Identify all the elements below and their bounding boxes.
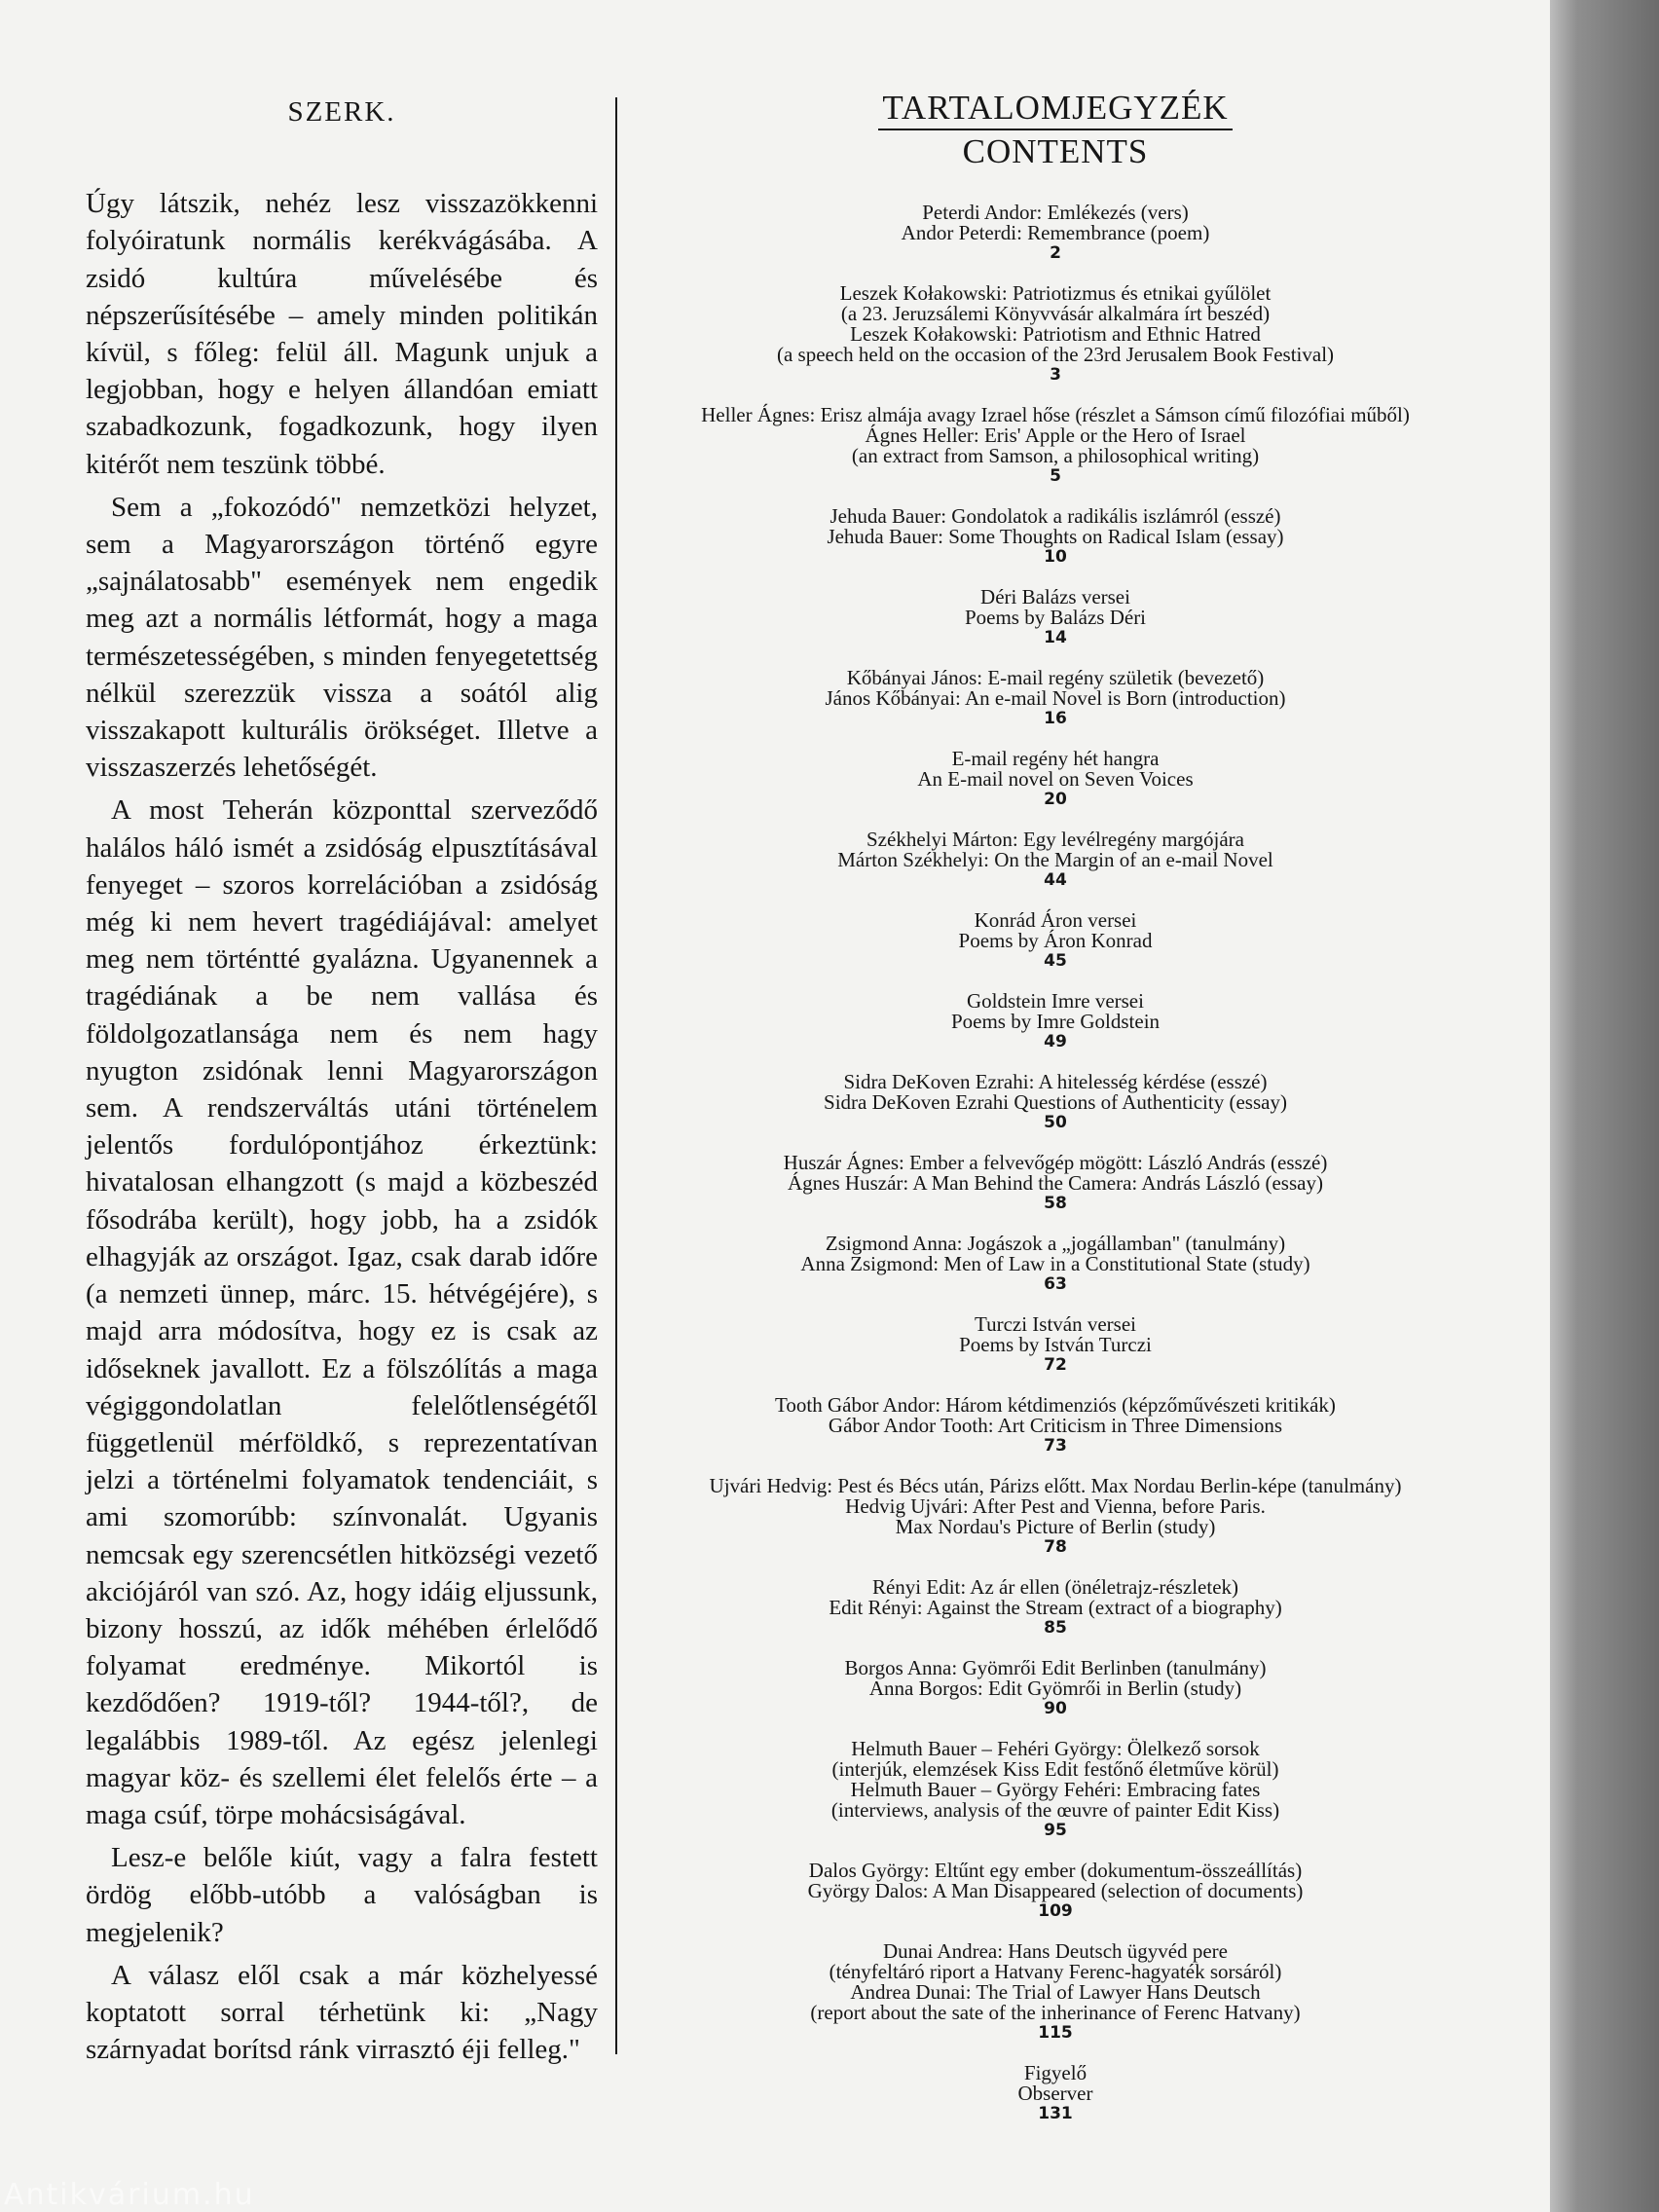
toc-entry-line: Poems by István Turczi <box>959 1333 1152 1356</box>
toc-entry <box>627 2063 1484 2123</box>
toc-entry-line: Jehuda Bauer: Some Thoughts on Radical Islam (essay) <box>827 525 1284 548</box>
toc-entry-line: (a 23. Jeruzsálemi Könyvvásár alkalmára írt beszéd) <box>840 302 1271 325</box>
toc-page-number: 115 <box>1038 2023 1073 2043</box>
toc-entry <box>627 1476 1484 1557</box>
toc-entry-line: Turczi István versei <box>974 1312 1137 1336</box>
toc-page-number: 5 <box>1050 466 1061 486</box>
toc-entry-line: Anna Borgos: Edit Gyömrői in Berlin (study) <box>868 1677 1242 1700</box>
toc-entry-line: Heller Ágnes: Erisz almája avagy Izrael hőse (részlet a Sámson című filozófiai műből) <box>701 403 1410 426</box>
toc-entry-line: Kőbányai János: E-mail regény születik (bevezető) <box>846 666 1265 689</box>
toc-entry-line: Borgos Anna: Gyömrői Edit Berlinben (tanulmány) <box>844 1656 1267 1679</box>
toc-entry <box>627 405 1484 486</box>
toc-entry <box>627 506 1484 567</box>
toc-page-number: 45 <box>1044 951 1067 971</box>
toc-entry-line: (interjúk, elemzések Kiss Edit festőnő életműve körül) <box>831 1757 1279 1781</box>
toc-entry-line: Sidra DeKoven Ezrahi Questions of Authenticity (essay) <box>824 1090 1287 1114</box>
toc-entry <box>627 587 1484 647</box>
toc-entry-line: Max Nordau's Picture of Berlin (study) <box>895 1515 1216 1538</box>
toc-entry-line: Rényi Edit: Az ár ellen (önéletrajz-részletek) <box>871 1575 1239 1599</box>
toc-entry-line: Edit Rényi: Against the Stream (extract of a biography) <box>829 1596 1282 1619</box>
editorial-paragraph: A válasz elől csak a már közhelyessé koptatott sorral térhetünk ki: „Nagy szárnyadat borítsd ránk virrasztó éji felleg." <box>86 1959 598 2066</box>
toc-entry-line: Figyelő <box>1023 2061 1088 2084</box>
toc-entry-line: Poems by Balázs Déri <box>964 606 1147 629</box>
toc-page-number: 16 <box>1044 709 1067 728</box>
toc-entry-line: Peterdi Andor: Emlékezés (vers) <box>922 201 1189 224</box>
toc-entry-line: Székhelyi Márton: Egy levélregény margójára <box>866 828 1244 851</box>
column-divider <box>615 97 617 2054</box>
toc-entry-line: (a speech held on the occasion of the 23rd Jerusalem Book Festival) <box>776 343 1335 366</box>
toc-entry-line: Déri Balázs versei <box>980 585 1130 608</box>
toc-entry-line: Leszek Kołakowski: Patriotizmus és etnikai gyűlölet <box>839 281 1272 305</box>
editorial-paragraph: Lesz-e belőle kiút, vagy a falra festett ördög előbb-utóbb a valóságban is megjelenik? <box>86 1842 598 1948</box>
toc-entry <box>627 1234 1484 1294</box>
toc-page-number: 2 <box>1050 243 1061 263</box>
toc-entry <box>627 1314 1484 1375</box>
toc-entry-line: Dunai Andrea: Hans Deutsch ügyvéd pere <box>883 1939 1228 1963</box>
toc-page-number: 50 <box>1044 1113 1067 1132</box>
toc-page-number: 109 <box>1038 1901 1073 1921</box>
toc-entry-line: Anna Zsigmond: Men of Law in a Constitutional State (study) <box>800 1252 1310 1275</box>
toc-entry-line: Dalos György: Eltűnt egy ember (dokumentum-összeállítás) <box>808 1859 1303 1882</box>
editorial-paragraph: Sem a „fokozódó" nemzetközi helyzet, sem a Magyarországon történő egyre „sajnálatosabb" események nem engedik meg azt a normális létformát, hogy a maga természetességében, s minden fenyegetettség nélkül szerezzük vissza a soától alig visszakapott kulturális örökséget. Illetve a visszaszerzés lehetőségét. <box>86 491 598 784</box>
toc-entry-line: Huszár Ágnes: Ember a felvevőgép mögött: László András (esszé) <box>783 1151 1328 1174</box>
toc-entry-line: (tényfeltáró riport a Hatvany Ferenc-hagyaték sorsáról) <box>829 1960 1282 1983</box>
toc-entry-line: János Kőbányai: An e-mail Novel is Born (introduction) <box>825 686 1286 710</box>
toc-page-number: 73 <box>1044 1436 1067 1456</box>
toc-page-number: 58 <box>1044 1194 1067 1213</box>
toc-page-number: 3 <box>1050 365 1061 385</box>
toc-entry <box>627 910 1484 971</box>
toc-entry-line: Andor Peterdi: Remembrance (poem) <box>901 221 1210 244</box>
toc-entry <box>627 1861 1484 1921</box>
toc-page-number: 85 <box>1044 1618 1067 1638</box>
toc-entry-line: Jehuda Bauer: Gondolatok a radikális iszlámról (esszé) <box>830 504 1281 528</box>
toc-entry <box>627 749 1484 809</box>
toc-entry <box>627 1395 1484 1456</box>
toc-entry <box>627 203 1484 263</box>
toc-entry-line: Helmuth Bauer – György Fehéri: Embracing fates <box>850 1778 1261 1801</box>
toc-entry-line: Gábor Andor Tooth: Art Criticism in Three Dimensions <box>828 1414 1283 1437</box>
toc-entry-line: E-mail regény hét hangra <box>951 747 1160 770</box>
toc-entry <box>627 1153 1484 1213</box>
toc-entry <box>627 991 1484 1051</box>
toc-page-number: 95 <box>1044 1821 1067 1840</box>
toc-page-number: 10 <box>1044 547 1067 567</box>
toc-entry <box>627 668 1484 728</box>
toc-page-number: 20 <box>1044 790 1067 809</box>
toc-entry-line: Tooth Gábor Andor: Három kétdimenziós (képzőművészeti kritikák) <box>775 1393 1336 1417</box>
toc-page-number: 131 <box>1038 2104 1073 2123</box>
toc-entry <box>627 1072 1484 1132</box>
editorial-column <box>86 93 598 2074</box>
toc-entry <box>627 830 1484 890</box>
toc-entry-line: György Dalos: A Man Disappeared (selection of documents) <box>807 1879 1304 1902</box>
editorial-paragraph: A most Teherán központtal szerveződő halálos háló ismét a zsidóság elpusztításával fenyeget – szoros korrelációban a zsidóság még ki nem hevert tragédiájával: amelyet meg nem történtté gyalázna. Ugyanennek a tragédiának a be nem vallása és földolgozatlansága nem és nem hagy nyugton zsidónak lenni Magyarországon sem. A rendszerváltás utáni történelem jelentős fordulópontjához érkeztünk: hivatalosan elhangzott (s majd a közbeszéd fősodrába került), hogy jobb, ha a zsidók elhagyják az országot. Igaz, csak darab időre (a nemzeti ünnep, márc. 15. hétvégéjére), s majd arra módosítva, hogy ez is csak az időseknek javallott. Ez a fölszólítás a maga végiggondolatlan felelőtlenségétől függetlenül mérföldkő, s reprezentatívan jelzi a történelmi folyamatok tendenciáit, s ami szomorúbb: színvonalát. Ugyanis nemcsak egy szerencsétlen hitközségi vezető akciójáról van szó. Az, hogy idáig eljussunk, bizony hosszú, az idők méhében érlelődő folyamat eredménye. Mikortól is kezdődően? 1919-től? 1944-től?, de legalábbis 1989-től. Az egész jelenlegi magyar köz- és szellemi élet felelős érte – a maga csúf, törpe mohácsiságával. <box>86 794 598 1830</box>
editorial-heading: SZERK. <box>287 96 396 128</box>
toc-entry-line: Konrád Áron versei <box>974 908 1137 932</box>
toc-entry <box>627 1739 1484 1840</box>
toc-entry-line: An E-mail novel on Seven Voices <box>917 767 1194 791</box>
toc-entry-line: Ujvári Hedvig: Pest és Bécs után, Párizs előtt. Max Nordau Berlin-képe (tanulmány) <box>709 1474 1402 1497</box>
toc-subtitle: CONTENTS <box>962 132 1149 170</box>
toc-entry <box>627 283 1484 385</box>
toc-entry <box>627 1658 1484 1718</box>
toc-entry-line: Márton Székhelyi: On the Margin of an e-mail Novel <box>837 848 1273 871</box>
toc-list <box>627 203 1484 2123</box>
toc-entry-line: Ágnes Huszár: A Man Behind the Camera: András László (essay) <box>788 1171 1323 1195</box>
scan-background-edge <box>1550 0 1659 2212</box>
toc-page-number: 44 <box>1044 870 1067 890</box>
toc-entry-line: Observer <box>1017 2082 1093 2105</box>
toc-entry-line: Goldstein Imre versei <box>967 989 1144 1013</box>
toc-entry-line: Leszek Kołakowski: Patriotism and Ethnic Hatred <box>850 322 1261 346</box>
toc-page-number: 63 <box>1044 1274 1067 1294</box>
toc-entry-line: Poems by Áron Konrad <box>958 929 1153 952</box>
toc-entry-line: Zsigmond Anna: Jogászok a „jogállamban" (tanulmány) <box>825 1232 1286 1255</box>
toc-entry <box>627 1941 1484 2043</box>
toc-entry-line: (an extract from Samson, a philosophical writing) <box>851 444 1260 467</box>
watermark: Antikvárium.hu <box>4 2178 255 2212</box>
toc-entry-line: Helmuth Bauer – Fehéri György: Ölelkező sorsok <box>851 1737 1260 1760</box>
toc-entry-line: Ágnes Heller: Eris' Apple or the Hero of Israel <box>865 424 1246 447</box>
toc-page-number: 72 <box>1044 1355 1067 1375</box>
editorial-paragraph: Úgy látszik, nehéz lesz visszazökkenni folyóiratunk normális kerékvágásába. A zsidó kultúra művelésébe és népszerűsítésébe – amely minden politikán kívül, s főleg: felül áll. Magunk unjuk a legjobban, hogy e helyen állandóan emiatt szabadkozunk, fogadkozunk, hogy ilyen kitérőt nem teszünk többé. <box>86 188 598 480</box>
toc-page-number: 14 <box>1044 628 1067 647</box>
toc-entry-line: Poems by Imre Goldstein <box>950 1010 1161 1033</box>
toc-title: TARTALOMJEGYZÉK <box>878 88 1232 130</box>
toc-entry-line: Sidra DeKoven Ezrahi: A hitelesség kérdése (esszé) <box>843 1070 1268 1093</box>
table-of-contents <box>627 88 1484 2144</box>
toc-entry-line: (report about the sate of the inherinance of Ferenc Hatvany) <box>810 2001 1301 2024</box>
toc-entry-line: Andrea Dunai: The Trial of Lawyer Hans Deutsch <box>850 1980 1261 2004</box>
toc-entry-line: (interviews, analysis of the œuvre of painter Edit Kiss) <box>830 1798 1280 1822</box>
toc-entry-line: Hedvig Ujvári: After Pest and Vienna, before Paris. <box>845 1494 1266 1518</box>
toc-page-number: 78 <box>1044 1537 1067 1557</box>
toc-page-number: 49 <box>1044 1032 1067 1051</box>
toc-page-number: 90 <box>1044 1699 1067 1718</box>
toc-entry <box>627 1577 1484 1638</box>
